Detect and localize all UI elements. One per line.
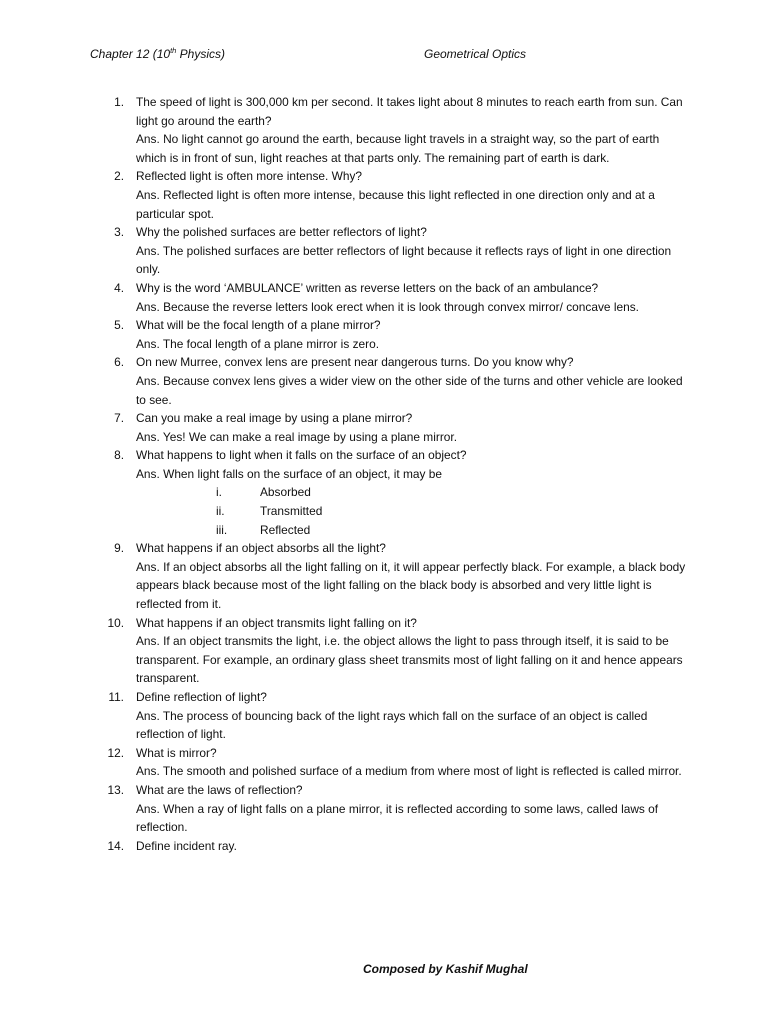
question-list: [100, 93, 690, 855]
question-item: [100, 781, 690, 837]
chapter-suffix: Physics): [176, 47, 226, 61]
answer-text: Ans. When light falls on the surface of an object, it may be: [136, 466, 443, 481]
question-item: [100, 316, 690, 353]
sub-item-text: Reflected: [260, 522, 311, 537]
question-item: [100, 223, 690, 279]
sub-item-text: Transmitted: [260, 504, 323, 519]
question-text: Why the polished surfaces are better reflectors of light?: [136, 225, 427, 240]
question-number: 2.: [114, 169, 124, 184]
answer-text: Ans. The process of bouncing back of the light rays which fall on the surface of an object is called reflection of light.: [136, 708, 648, 742]
question-number: 4.: [114, 280, 124, 295]
sub-list: [136, 483, 690, 539]
topic-title: Geometrical Optics: [424, 47, 527, 61]
chapter-title: [90, 47, 225, 61]
question-number: 7.: [114, 411, 124, 426]
answer-text: Ans. Reflected light is often more intense, because this light reflected in one direction only and at a particular spot.: [136, 187, 655, 221]
sub-item-number: ii.: [216, 504, 225, 519]
question-text: Why is the word ‘AMBULANCE’ written as reverse letters on the back of an ambulance?: [136, 280, 599, 295]
answer-text: Ans. The focal length of a plane mirror is zero.: [136, 336, 379, 351]
question-text: What are the laws of reflection?: [136, 782, 303, 797]
question-text: Reflected light is often more intense. Why?: [136, 169, 363, 184]
sub-item-number: iii.: [216, 522, 228, 537]
question-number: 5.: [114, 318, 124, 333]
answer-text: Ans. If an object transmits the light, i.e. the object allows the light to pass through itself, it is said to be transparent. For example, an ordinary glass sheet transmits most of light falling on it and hence appears transparent.: [136, 634, 683, 686]
sub-item-text: Absorbed: [260, 485, 311, 500]
composed-by: Composed by Kashif Mughal: [363, 962, 528, 976]
answer-text: Ans. The polished surfaces are better reflectors of light because it reflects rays of light in one direction only.: [136, 243, 672, 277]
question-item: [100, 353, 690, 409]
question-item: [100, 688, 690, 744]
question-text: Define reflection of light?: [136, 690, 267, 704]
question-number: 1.: [114, 95, 124, 109]
sub-list-item: [136, 502, 690, 521]
page-header: [90, 47, 690, 65]
question-number: 3.: [114, 225, 124, 240]
question-item: [100, 409, 690, 446]
sub-list-item: [136, 521, 690, 540]
answer-text: Ans. The smooth and polished surface of a medium from where most of light is reflected is called mirror.: [136, 764, 682, 779]
answer-text: Ans. If an object absorbs all the light falling on it, it will appear perfectly black. For example, a black body appears black because most of the light falling on the black body is absorbed and very little light is reflected from it.: [136, 559, 686, 612]
sub-list-item: [136, 483, 690, 502]
question-number: 11.: [108, 690, 124, 704]
question-text: What happens if an object absorbs all the light?: [136, 541, 386, 556]
question-number: 9.: [114, 541, 124, 556]
question-item: [100, 744, 690, 781]
question-item: [100, 167, 690, 223]
question-item: [100, 93, 690, 167]
question-item: [100, 837, 690, 856]
question-text: On new Murree, convex lens are present near dangerous turns. Do you know why?: [136, 355, 574, 370]
answer-text: Ans. Because convex lens gives a wider view on the other side of the turns and other vehicle are looked to see.: [136, 373, 683, 407]
question-item: [100, 539, 690, 613]
question-number: 8.: [114, 448, 124, 463]
question-item: [100, 614, 690, 688]
answer-text: Ans. When a ray of light falls on a plane mirror, it is reflected according to some laws, called laws of reflection.: [136, 801, 659, 835]
question-text: What happens if an object transmits light falling on it?: [136, 615, 417, 630]
answer-text: Ans. No light cannot go around the earth, because light travels in a straight way, so the part of earth which is in front of sun, light reaches at that parts only. The remaining part of earth is dark.: [136, 132, 660, 165]
sub-item-number: i.: [216, 485, 222, 500]
answer-text: Ans. Yes! We can make a real image by using a plane mirror.: [136, 429, 457, 444]
question-text: What is mirror?: [136, 745, 217, 760]
question-text: The speed of light is 300,000 km per second. It takes light about 8 minutes to reach earth from sun. Can light go around the earth?: [136, 95, 683, 128]
question-text: Can you make a real image by using a plane mirror?: [136, 411, 413, 426]
question-number: 12.: [107, 745, 124, 760]
question-number: 6.: [114, 355, 124, 370]
question-text: What happens to light when it falls on the surface of an object?: [136, 448, 467, 463]
question-number: 13.: [107, 782, 124, 797]
chapter-prefix: Chapter 12 (10: [90, 47, 171, 61]
question-item: [100, 446, 690, 539]
question-text: What will be the focal length of a plane mirror?: [136, 318, 381, 333]
question-text: Define incident ray.: [136, 838, 237, 853]
question-number: 14.: [107, 838, 124, 853]
chapter-superscript: th: [170, 46, 177, 55]
question-number: 10.: [107, 615, 124, 630]
answer-text: Ans. Because the reverse letters look erect when it is look through convex mirror/ concave lens.: [136, 299, 639, 314]
question-item: [100, 279, 690, 316]
